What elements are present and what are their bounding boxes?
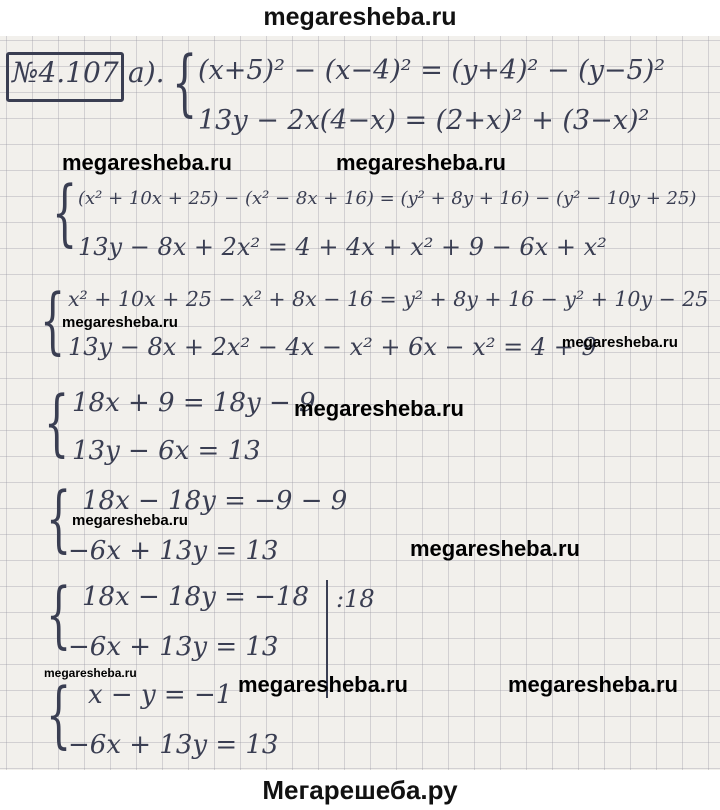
watermark: megaresheba.ru bbox=[294, 396, 464, 421]
system-brace-5: { bbox=[46, 476, 72, 560]
equation-line-5: x² + 10x + 25 − x² + 8x − 16 = y² + 8y + 16 − y² + 10y − 25 bbox=[68, 287, 709, 311]
system-brace-7: { bbox=[46, 672, 72, 756]
system-brace-3: { bbox=[40, 278, 66, 362]
equation-line-11: 18x − 18y = −18 bbox=[82, 582, 310, 612]
equation-line-9: 18x − 18y = −9 − 9 bbox=[82, 486, 348, 516]
watermark: megaresheba.ru bbox=[62, 314, 178, 331]
divide-note: :18 bbox=[336, 585, 375, 613]
equation-line-7: 18x + 9 = 18y − 9 bbox=[72, 388, 316, 418]
equation-line-14: −6x + 13y = 13 bbox=[68, 730, 279, 760]
watermark: megaresheba.ru bbox=[62, 150, 232, 175]
notebook-page bbox=[0, 36, 720, 770]
watermark: megaresheba.ru bbox=[562, 334, 678, 351]
problem-number: №4.107 bbox=[12, 56, 119, 89]
equation-line-13: x − y = −1 bbox=[88, 680, 233, 710]
equation-line-10: −6x + 13y = 13 bbox=[68, 536, 279, 566]
equation-line-3: (x² + 10x + 25) − (x² − 8x + 16) = (y² + 8y + 16) − (y² − 10y + 25) bbox=[78, 188, 697, 209]
watermark: megaresheba.ru bbox=[508, 672, 678, 697]
site-footer bbox=[0, 770, 720, 810]
header-site-name: megaresheba.ru bbox=[263, 3, 457, 31]
system-brace-2: { bbox=[52, 170, 78, 254]
watermark: megaresheba.ru bbox=[238, 672, 408, 697]
system-brace-4: { bbox=[44, 380, 70, 464]
equation-line-4: 13y − 8x + 2x² = 4 + 4x + x² + 9 − 6x + x² bbox=[78, 233, 607, 261]
footer-site-name: Мегарешеба.ру bbox=[262, 775, 458, 805]
watermark: megaresheba.ru bbox=[336, 150, 506, 175]
equation-line-1: (x+5)² − (x−4)² = (y+4)² − (y−5)² bbox=[198, 55, 666, 86]
system-brace-1: { bbox=[172, 40, 198, 124]
watermark: megaresheba.ru bbox=[72, 512, 188, 529]
equation-line-6: 13y − 8x + 2x² − 4x − x² + 6x − x² = 4 + 9 bbox=[68, 333, 597, 361]
site-header bbox=[0, 0, 720, 36]
equation-line-8: 13y − 6x = 13 bbox=[72, 436, 261, 466]
equation-line-12: −6x + 13y = 13 bbox=[68, 632, 279, 662]
problem-part: а). bbox=[128, 56, 165, 89]
watermark: megaresheba.ru bbox=[410, 536, 580, 561]
system-brace-6: { bbox=[46, 572, 72, 656]
equation-line-2: 13y − 2x(4−x) = (2+x)² + (3−x)² bbox=[198, 105, 650, 136]
watermark: megaresheba.ru bbox=[44, 666, 137, 680]
